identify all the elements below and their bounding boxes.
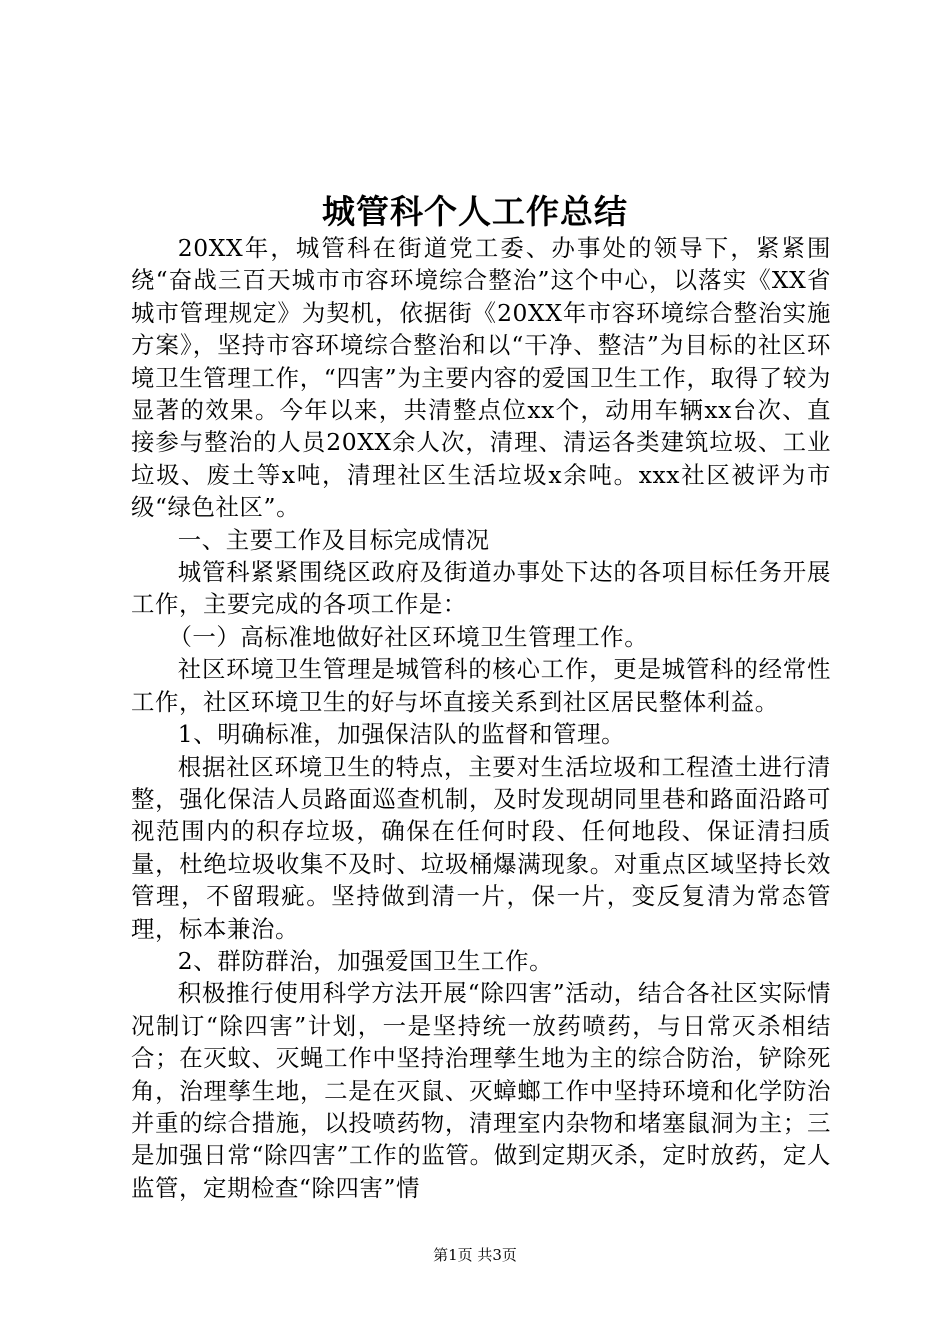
- section-heading-main-work: 一、主要工作及目标完成情况: [177, 525, 490, 554]
- item-heading-standards: 1、明确标准，加强保洁队的监督和管理。: [177, 720, 626, 749]
- paragraph-overview: 城管科紧紧围绕区政府及街道办事处下达的各项目标任务开展工作，主要完成的各项工作是：: [131, 558, 831, 619]
- item-heading-patriotic-health: 2、群防群治，加强爱国卫生工作。: [177, 946, 554, 975]
- paragraph-patriotic-health: 积极推行使用科学方法开展“除四害”活动，结合各社区实际情况制订“除四害”计划，一是坚持统一放药喷药，与日常灭杀相结合；在灭蚊、灭蝇工作中坚持治理孳生地为主的综合防治，铲除死角，治理孳生地，二是在灭鼠、灭蟑螂工作中坚持环境和化学防治并重的综合措施，以投喷药物，清理室内杂物和堵塞鼠洞为主；三是加强日常“除四害”工作的监管。做到定期灭杀，定时放药，定人监管，定期检查“除四害”情: [131, 979, 831, 1202]
- subsection-heading-environment: （一）高标准地做好社区环境卫生管理工作。: [168, 622, 649, 651]
- document-title: 城管科个人工作总结: [322, 192, 628, 231]
- paragraph-standards: 根据社区环境卫生的特点，主要对生活垃圾和工程渣土进行清整，强化保洁人员路面巡查机制，及时发现胡同里巷和路面沿路可视范围内的积存垃圾，确保在任何时段、任何地段、保证清扫质量，杜绝垃圾收集不及时、垃圾桶爆满现象。对重点区域坚持长效管理，不留瑕疵。坚持做到清一片，保一片，变反复清为常态管理，标本兼治。: [131, 752, 831, 943]
- page-footer: 第1页 共3页: [433, 1246, 517, 1264]
- document-body: [131, 232, 831, 1204]
- paragraph-intro: 20XX年，城管科在街道党工委、办事处的领导下，紧紧围绕“奋战三百天城市市容环境综合整治”这个中心，以落实《XX省城市管理规定》为契机，依据街《20XX年市容环境综合整治实施方案》，坚持市容环境综合整治和以“干净、整洁”为目标的社区环境卫生管理工作，“四害”为主要内容的爱国卫生工作，取得了较为显著的效果。今年以来，共清整点位xx个，动用车辆xx台次、直接参与整治的人员20XX余人次，清理、清运各类建筑垃圾、工业垃圾、废土等x吨，清理社区生活垃圾x余吨。xxx社区被评为市级“绿色社区”。: [131, 234, 831, 522]
- paragraph-environment: 社区环境卫生管理是城管科的核心工作，更是城管科的经常性工作，社区环境卫生的好与坏直接关系到社区居民整体利益。: [131, 655, 831, 716]
